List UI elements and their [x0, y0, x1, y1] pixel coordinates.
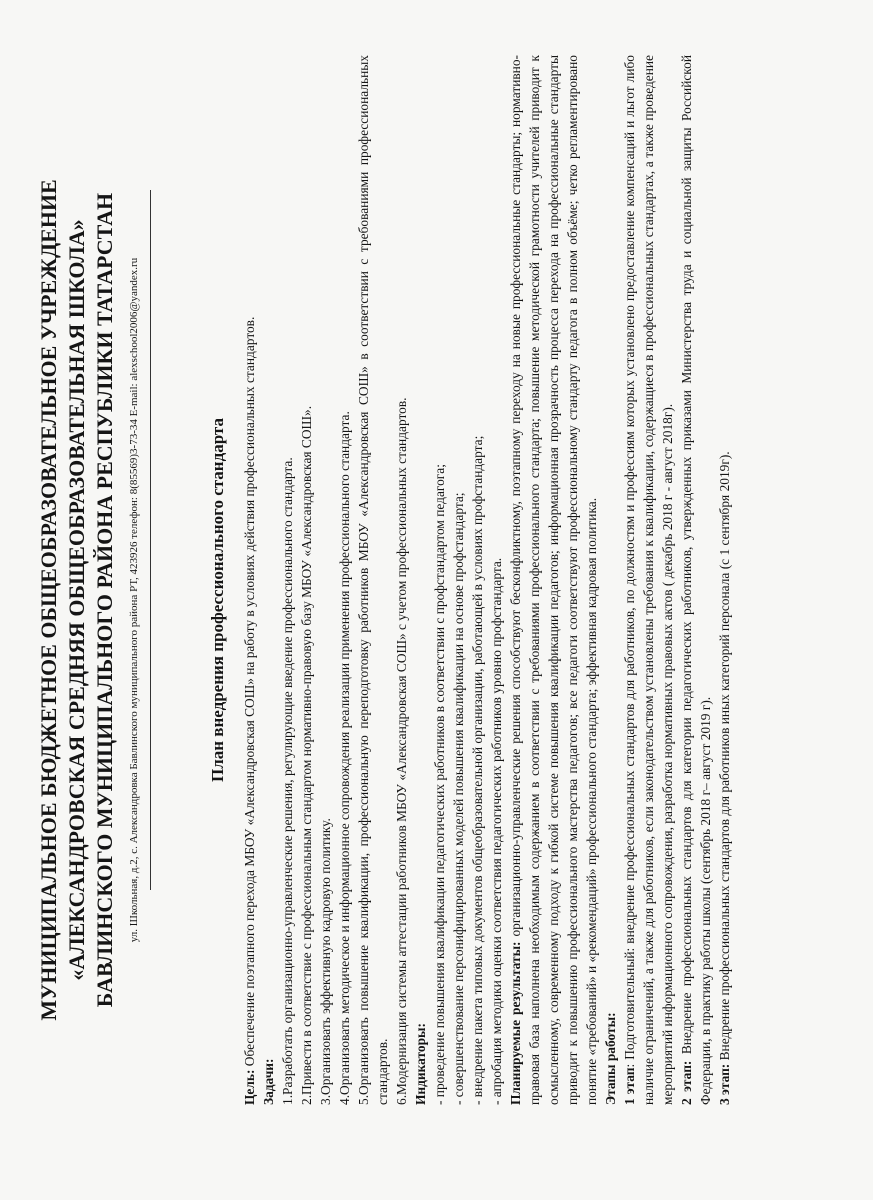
- stages-heading: [601, 55, 620, 1105]
- indicators-heading: [411, 55, 430, 1105]
- goal-text: Обеспечение поэтапного перехода МБОУ «Александровская СОШ» на работу в условиях действия профессиональных стандартов.: [242, 316, 257, 1070]
- stage-text: Внедрение профессиональных стандартов для работников иных категорий персонала (с 1 сентября 2019г).: [717, 451, 732, 1064]
- indicator-item: - совершенствование персонифицированных моделей повышения квалификации на основе профстандарта;: [451, 492, 466, 1105]
- stage-item: [715, 55, 734, 1105]
- stage-label: 3 этап:: [717, 1063, 732, 1105]
- stage-text: : Подготовительный: внедрение профессиональных стандартов для работников, по должностям и профессиям которых установлено предоставление компенсаций и льгот либо наличие ограничений, а также для работников, если законодательством установлены требования к квалификации, содержащиеся в профессиональных стандартах, а также проведение мероприятий информационного сопровождения, разработка нормативных правовых актов ( декабрь 2018 г - август 2018г).: [622, 55, 675, 1105]
- task-item: 4.Организовать методическое и информационное сопровождения реализации применения профессионального стандарта.: [337, 411, 352, 1105]
- results-label: Планируемые результаты:: [508, 941, 523, 1105]
- org-name-line-1: МУНИЦИПАЛЬНОЕ БЮДЖЕТНОЕ ОБЩЕОБРАЗОВАТЕЛЬНОЕ УЧРЕЖДЕНИЕ: [36, 179, 61, 1021]
- results-text: организационно-управленческие решения способствуют бесконфликтному, поэтапному переходу на новые профессиональные стандарты; нормативно-правовая база наполнена необходимым содержанием в соответствии с требованиями профессионального стандарта; повышение методической грамотности учителей приводит к осмысленному, современному подходу к гибкой системе повышения квалификации педагогов; информационная прозрачность процесса перехода на профессиональные стандарты приводит к повышению профессионального мастерства педагогов; все педагоги соответствуют профессиональному стандарту педагога в полном объёме; четко регламентировано понятие «требований» и «рекомендаций» профессионального стандарта; эффективная кадровая политика.: [508, 55, 599, 1105]
- goal-label: Цель:: [242, 1069, 257, 1105]
- goal-line: [240, 55, 259, 1105]
- indicator-item: - внедрение пакета типовых документов общеобразовательной организации, работающей в условиях профстандарта;: [470, 435, 485, 1105]
- tasks-label: Задачи:: [261, 1058, 276, 1105]
- stage-label: 1 этап: [622, 1067, 637, 1105]
- indicator-item: - апробация методики оценки соответствия педагогических работников уровню профстандарта.: [489, 557, 504, 1105]
- stage-label: 2 этап:: [679, 1060, 694, 1105]
- indicator-item: - проведение повышения квалификации педагогических работников в соответствии с профстандартом педагога;: [432, 464, 447, 1105]
- stage-text: Внедрение профессиональных стандартов для категории педагогических работников, утвержденных приказами Министерства труда и социальной защиты Российской Федерации, в практику работы школы (сентябрь 2018 г– август 2019 г).: [679, 55, 713, 1105]
- document-body: [240, 55, 734, 1105]
- task-item: 6.Модернизация системы аттестации работников МБОУ «Александровская СОШ» с учетом профессиональных стандартов.: [394, 397, 409, 1105]
- results-paragraph: [506, 55, 601, 1105]
- org-address: ул. Школьная, д.2, с. Александровка Бавлинского муниципального района РТ, 423926 телефон: 8(85569)3-73-34 E-mail: alexschool2006@yandex.ru: [128, 257, 140, 943]
- tasks-heading: [259, 55, 278, 1105]
- org-name-line-2: «АЛЕКСАНДРОВСКАЯ СРЕДНЯЯ ОБЩЕОБРАЗОВАТЕЛЬНАЯ ШКОЛА»: [64, 219, 89, 981]
- task-item: 1.Разработать организационно-управленческие решения, регулирующие введение профессионального стандарта.: [280, 457, 295, 1105]
- org-name-line-3: БАВЛИНСКОГО МУНИЦИПАЛЬНОГО РАЙОНА РЕСПУБЛИКИ ТАТАРСТАН: [92, 192, 117, 1008]
- stages-label: Этапы работы:: [603, 1012, 618, 1105]
- document-title: План внедрения профессионального стандарта: [208, 418, 227, 782]
- stage-item: [620, 55, 677, 1105]
- indicators-label: Индикаторы:: [413, 1023, 428, 1105]
- stage-item: [677, 55, 715, 1105]
- task-item: 5.Организовать повышение квалификации, профессиональную переподготовку работников МБОУ «Александровская СОШ» в соответствии с требованиями профессиональных стандартов.: [356, 55, 390, 1105]
- task-item: 2.Привести в соответствие с профессиональным стандартом нормативно-правовую базу МБОУ «Александровская СОШ».: [299, 405, 314, 1105]
- task-item: 3.Организовать эффективную кадровую политику.: [318, 818, 333, 1105]
- header-divider: [150, 190, 151, 890]
